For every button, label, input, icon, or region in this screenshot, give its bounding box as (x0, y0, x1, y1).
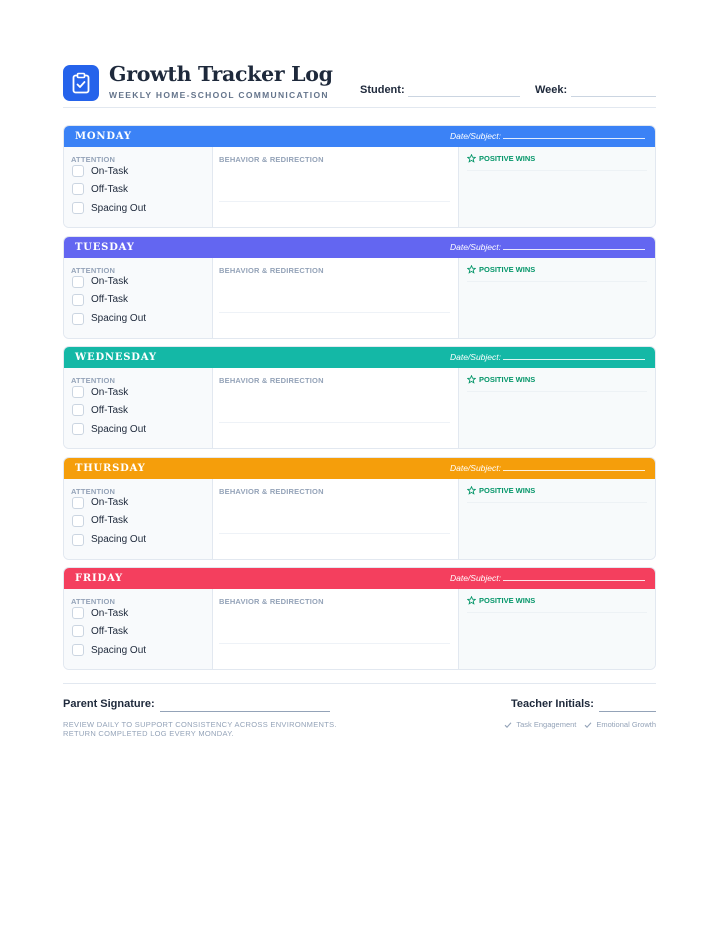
positive-wins-box (467, 502, 647, 551)
student-field[interactable] (408, 96, 520, 97)
attention-option[interactable] (72, 496, 128, 510)
attention-option[interactable] (72, 312, 146, 326)
star-icon (467, 486, 476, 495)
behavior-section[interactable] (213, 147, 459, 227)
attention-option[interactable] (72, 182, 128, 196)
date-subject-label: Date/Subject: (449, 573, 501, 583)
day-name: TUESDAY (75, 241, 135, 253)
date-subject-field[interactable] (450, 242, 645, 252)
positive-wins-label: POSITIVE WINS (479, 154, 536, 163)
week-field[interactable] (571, 96, 656, 97)
positive-wins-heading (467, 154, 535, 163)
student-label: Student: (360, 84, 405, 96)
checkbox-label: Spacing Out (91, 313, 147, 324)
clipboard-check-icon (63, 65, 99, 101)
attention-label: ATTENTION (71, 265, 116, 275)
checkbox[interactable] (72, 313, 84, 325)
attention-option[interactable] (72, 293, 128, 307)
attention-label: ATTENTION (71, 597, 116, 606)
positive-wins-heading (467, 265, 535, 274)
day-card-wednesday (63, 346, 656, 449)
tag-label: Emotional Growth (596, 720, 656, 729)
positive-wins-section[interactable] (459, 479, 655, 559)
checkbox-label: Spacing Out (91, 423, 147, 435)
day-card-tuesday (63, 236, 656, 339)
checkbox-label: On-Task (91, 165, 129, 177)
footer-note-line1: REVIEW DAILY TO SUPPORT CONSISTENCY ACROSS ENVIRONMENTS. (63, 720, 337, 729)
attention-option[interactable] (72, 201, 146, 215)
teacher-initials-label: Teacher Initials: (511, 698, 594, 710)
checkbox-label: On-Task (91, 497, 129, 508)
checkbox-label: On-Task (91, 607, 129, 619)
checkbox[interactable] (72, 625, 84, 637)
star-icon (467, 596, 476, 605)
behavior-writing-line (219, 643, 450, 644)
footer-tags (496, 720, 656, 729)
positive-wins-heading (467, 596, 535, 605)
checkbox[interactable] (72, 404, 84, 416)
behavior-label: BEHAVIOR & REDIRECTION (219, 265, 324, 275)
positive-wins-label: POSITIVE WINS (479, 596, 536, 605)
behavior-writing-line (219, 201, 450, 202)
header (63, 62, 656, 108)
attention-label: ATTENTION (71, 486, 116, 496)
footer-note-line2: RETURN COMPLETED LOG EVERY MONDAY. (63, 729, 234, 738)
attention-option[interactable] (72, 606, 128, 620)
checkbox[interactable] (72, 183, 84, 195)
date-subject-label: Date/Subject: (449, 462, 501, 473)
week-label: Week: (535, 84, 568, 96)
page-title: Growth Tracker Log (109, 62, 333, 86)
behavior-label: BEHAVIOR & REDIRECTION (219, 597, 324, 606)
positive-wins-section[interactable] (459, 368, 655, 448)
checkbox-label: On-Task (91, 386, 129, 398)
date-subject-field[interactable] (450, 463, 645, 473)
teacher-initials-field[interactable] (599, 711, 656, 712)
checkbox[interactable] (72, 423, 84, 435)
checkbox-label: Off-Task (91, 625, 129, 637)
checkbox[interactable] (72, 497, 84, 509)
behavior-label: BEHAVIOR & REDIRECTION (219, 155, 324, 164)
tag-label: Task Engagement (516, 720, 577, 729)
attention-label: ATTENTION (71, 155, 116, 164)
attention-label: ATTENTION (71, 376, 116, 385)
check-icon (584, 721, 592, 729)
checkbox[interactable] (72, 276, 84, 288)
positive-wins-section[interactable] (459, 147, 655, 227)
behavior-writing-line (219, 422, 450, 423)
attention-option[interactable] (72, 275, 128, 289)
behavior-label: BEHAVIOR & REDIRECTION (219, 486, 324, 496)
checkbox[interactable] (72, 202, 84, 214)
checkbox[interactable] (72, 607, 84, 619)
day-card-thursday (63, 457, 656, 560)
attention-option[interactable] (72, 643, 146, 657)
checkbox[interactable] (72, 165, 84, 177)
check-icon (504, 721, 512, 729)
date-subject-label: Date/Subject: (449, 241, 501, 252)
positive-wins-label: POSITIVE WINS (479, 485, 536, 495)
attention-section (64, 368, 213, 448)
attention-option[interactable] (72, 514, 128, 528)
day-card-friday (63, 567, 656, 670)
behavior-section[interactable] (213, 479, 459, 559)
positive-wins-section[interactable] (459, 589, 655, 669)
positive-wins-label: POSITIVE WINS (479, 264, 536, 274)
positive-wins-section[interactable] (459, 258, 655, 338)
positive-wins-box (467, 281, 647, 330)
checkbox[interactable] (72, 515, 84, 527)
behavior-label: BEHAVIOR & REDIRECTION (219, 376, 324, 385)
date-subject-label: Date/Subject: (449, 352, 501, 362)
behavior-section[interactable] (213, 368, 459, 448)
attention-section (64, 147, 213, 227)
checkbox[interactable] (72, 644, 84, 656)
star-icon (467, 375, 476, 384)
date-subject-field[interactable] (450, 352, 645, 362)
day-cards (63, 125, 656, 678)
attention-option[interactable] (72, 624, 128, 638)
checkbox-label: Spacing Out (91, 534, 147, 545)
checkbox-label: Off-Task (91, 515, 129, 526)
checkbox-label: Off-Task (91, 294, 129, 305)
behavior-writing-line (219, 312, 450, 313)
parent-signature-field[interactable] (160, 711, 330, 712)
behavior-writing-line (219, 533, 450, 534)
positive-wins-box (467, 170, 647, 219)
behavior-section[interactable] (213, 258, 459, 338)
parent-signature-label: Parent Signature: (63, 698, 155, 710)
day-header (64, 347, 655, 368)
star-icon (467, 265, 476, 274)
checkbox-label: Spacing Out (91, 202, 147, 214)
date-subject-label: Date/Subject: (449, 131, 501, 141)
attention-option[interactable] (72, 403, 128, 417)
tag-emotional-growth (584, 720, 656, 729)
day-name: WEDNESDAY (75, 352, 157, 363)
attention-section (64, 589, 213, 669)
checkbox-label: On-Task (91, 276, 129, 287)
checkbox-label: Off-Task (91, 183, 129, 195)
day-name: THURSDAY (75, 462, 146, 474)
checkbox[interactable] (72, 294, 84, 306)
checkbox[interactable] (72, 386, 84, 398)
attention-section (64, 479, 213, 559)
checkbox-label: Off-Task (91, 404, 129, 416)
day-header (64, 237, 655, 258)
checkbox[interactable] (72, 534, 84, 546)
positive-wins-box (467, 391, 647, 440)
footer-divider (63, 683, 656, 684)
positive-wins-label: POSITIVE WINS (479, 375, 536, 384)
positive-wins-heading (467, 486, 535, 495)
positive-wins-box (467, 612, 647, 661)
day-name: FRIDAY (75, 573, 123, 584)
page-subtitle: WEEKLY HOME-SCHOOL COMMUNICATION (109, 90, 329, 100)
attention-section (64, 258, 213, 338)
tag-task-engagement (504, 720, 576, 729)
day-header (64, 568, 655, 589)
checkbox-label: Spacing Out (91, 644, 147, 656)
day-header (64, 126, 655, 147)
star-icon (467, 154, 476, 163)
date-subject-field[interactable] (450, 131, 645, 141)
positive-wins-heading (467, 375, 535, 384)
attention-option[interactable] (72, 533, 146, 547)
date-subject-field[interactable] (450, 573, 645, 583)
day-name: MONDAY (75, 131, 132, 142)
day-card-monday (63, 125, 656, 228)
attention-option[interactable] (72, 385, 128, 399)
day-header (64, 458, 655, 479)
attention-option[interactable] (72, 164, 128, 178)
attention-option[interactable] (72, 422, 146, 436)
behavior-section[interactable] (213, 589, 459, 669)
